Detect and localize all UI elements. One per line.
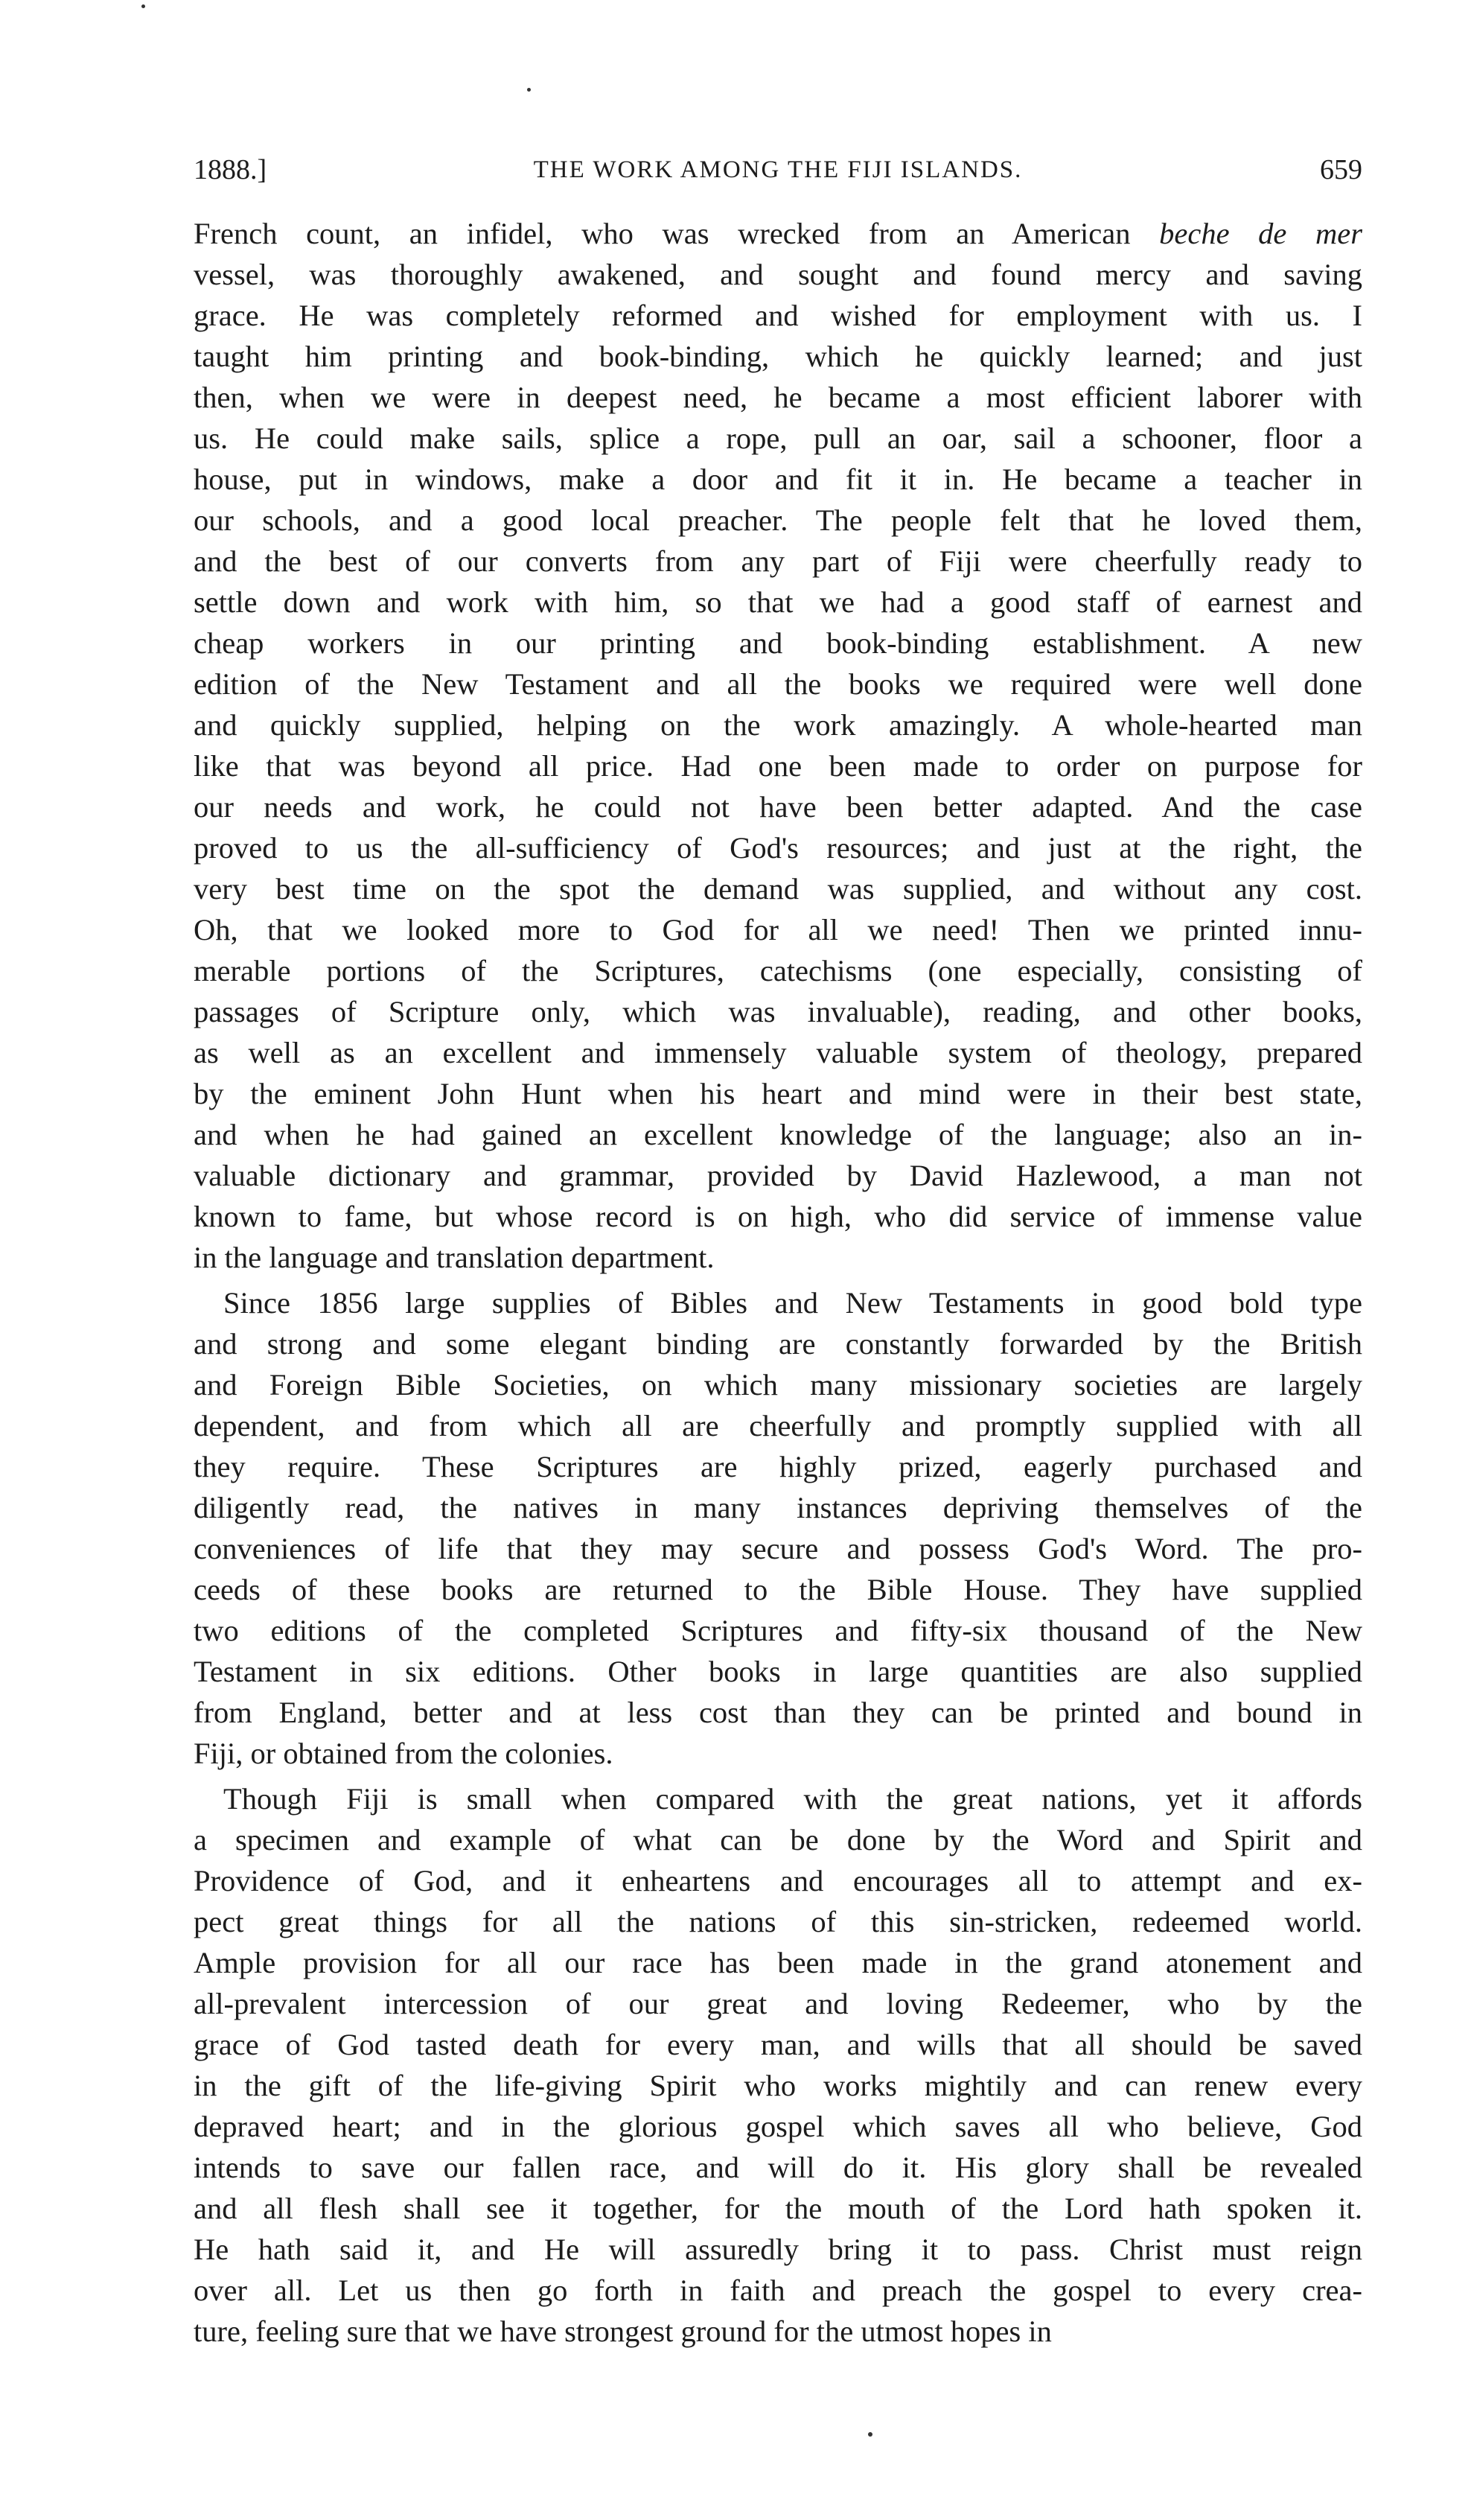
text-line: from England, better and at less cost than they can be printed and bound in (194, 1696, 1362, 1729)
text-line: merable portions of the Scriptures, catechisms (one especially, consisting of (194, 954, 1362, 987)
italic-phrase: beche de mer (1159, 217, 1362, 250)
text-line: pect great things for all the nations of this sin-stricken, redeemed world. (194, 1905, 1362, 1938)
text-line: dependent, and from which all are cheerfully and promptly supplied with all (194, 1409, 1362, 1442)
text-line: diligently read, the natives in many instances depriving themselves of the (194, 1491, 1362, 1524)
text-line: and when he had gained an excellent knowledge of the language; also an in- (194, 1118, 1362, 1151)
text-line: our schools, and a good local preacher. The people felt that he loved them, (194, 503, 1362, 537)
text-line: and Foreign Bible Societies, on which many missionary societies are largely (194, 1368, 1362, 1401)
print-speck (527, 88, 531, 92)
text-line: two editions of the completed Scriptures and fifty-six thousand of the New (194, 1614, 1362, 1647)
text-line: known to fame, but whose record is on high, who did service of immense value (194, 1200, 1362, 1233)
text-line: Ample provision for all our race has been made in the grand atonement and (194, 1946, 1362, 1979)
print-speck (868, 2432, 872, 2437)
body-text (194, 213, 1362, 2352)
text-line: depraved heart; and in the glorious gospel which saves all who believe, God (194, 2110, 1362, 2143)
paragraph (194, 1778, 1362, 2352)
running-header (194, 147, 1362, 192)
text-line: taught him printing and book-binding, which he quickly learned; and just (194, 340, 1362, 373)
text-line: a specimen and example of what can be done by the Word and Spirit and (194, 1823, 1362, 1856)
paragraph (194, 1282, 1362, 1774)
header-year: 1888.] (194, 154, 267, 185)
text-line: house, put in windows, make a door and fit it in. He became a teacher in (194, 462, 1362, 496)
text-line: like that was beyond all price. Had one been made to order on purpose for (194, 749, 1362, 783)
text-line: He hath said it, and He will assuredly bring it to pass. Christ must reign (194, 2233, 1362, 2266)
text-line: and quickly supplied, helping on the work amazingly. A whole-hearted man (194, 708, 1362, 742)
text-line: valuable dictionary and grammar, provided by David Hazlewood, a man not (194, 1159, 1362, 1192)
text-line: all-prevalent intercession of our great and loving Redeemer, who by the (194, 1987, 1362, 2020)
text-line: ceeds of these books are returned to the Bible House. They have supplied (194, 1573, 1362, 1606)
text-line: and strong and some elegant binding are constantly forwarded by the British (194, 1327, 1362, 1361)
paragraph (194, 213, 1362, 1278)
text-line: very best time on the spot the demand was supplied, and without any cost. (194, 872, 1362, 906)
text-line: French count, an infidel, who was wrecked from an American beche de mer (194, 217, 1362, 250)
text-line: conveniences of life that they may secure and possess God's Word. The pro- (194, 1532, 1362, 1565)
text-line: grace. He was completely reformed and wished for employment with us. I (194, 299, 1362, 332)
text-line: cheap workers in our printing and book-binding establishment. A new (194, 626, 1362, 660)
text-line: edition of the New Testament and all the books we required were well done (194, 667, 1362, 701)
text-line: they require. These Scriptures are highly prized, eagerly purchased and (194, 1450, 1362, 1483)
print-speck (141, 4, 145, 8)
header-title: THE WORK AMONG THE FIJI ISLANDS. (533, 156, 1023, 183)
text-line: passages of Scripture only, which was invaluable), reading, and other books, (194, 995, 1362, 1028)
text-line: as well as an excellent and immensely valuable system of theology, prepared (194, 1036, 1362, 1069)
text-line: Testament in six editions. Other books in large quantities are also supplied (194, 1655, 1362, 1688)
text-line: in the gift of the life-giving Spirit who works mightily and can renew every (194, 2069, 1362, 2102)
text-line: in the language and translation department. (194, 1241, 715, 1274)
text-line: Oh, that we looked more to God for all we need! Then we printed innu- (194, 913, 1362, 946)
text-line: then, when we were in deepest need, he became a most efficient laborer with (194, 381, 1362, 414)
text-line: intends to save our fallen race, and will do it. His glory shall be revealed (194, 2151, 1362, 2184)
text-line: Since 1856 large supplies of Bibles and New Testaments in good bold type (223, 1286, 1362, 1320)
text-line: Though Fiji is small when compared with the great nations, yet it affords (223, 1782, 1362, 1816)
text-line: by the eminent John Hunt when his heart and mind were in their best state, (194, 1077, 1362, 1110)
page-number: 659 (1320, 154, 1362, 185)
text-line: and the best of our converts from any part of Fiji were cheerfully ready to (194, 544, 1362, 578)
text-line: vessel, was thoroughly awakened, and sought and found mercy and saving (194, 258, 1362, 291)
text-line: over all. Let us then go forth in faith and preach the gospel to every crea- (194, 2274, 1362, 2307)
text-line: grace of God tasted death for every man, and wills that all should be saved (194, 2028, 1362, 2061)
text-line: proved to us the all-sufficiency of God's resources; and just at the right, the (194, 831, 1362, 865)
text-line: us. He could make sails, splice a rope, pull an oar, sail a schooner, floor a (194, 421, 1362, 455)
text-line: and all flesh shall see it together, for the mouth of the Lord hath spoken it. (194, 2192, 1362, 2225)
text-line: ture, feeling sure that we have strongest ground for the utmost hopes in (194, 2314, 1052, 2348)
text-line: our needs and work, he could not have been better adapted. And the case (194, 790, 1362, 824)
text-line: Fiji, or obtained from the colonies. (194, 1737, 613, 1770)
text-line: Providence of God, and it enheartens and encourages all to attempt and ex- (194, 1864, 1362, 1897)
text-line: settle down and work with him, so that we had a good staff of earnest and (194, 585, 1362, 619)
